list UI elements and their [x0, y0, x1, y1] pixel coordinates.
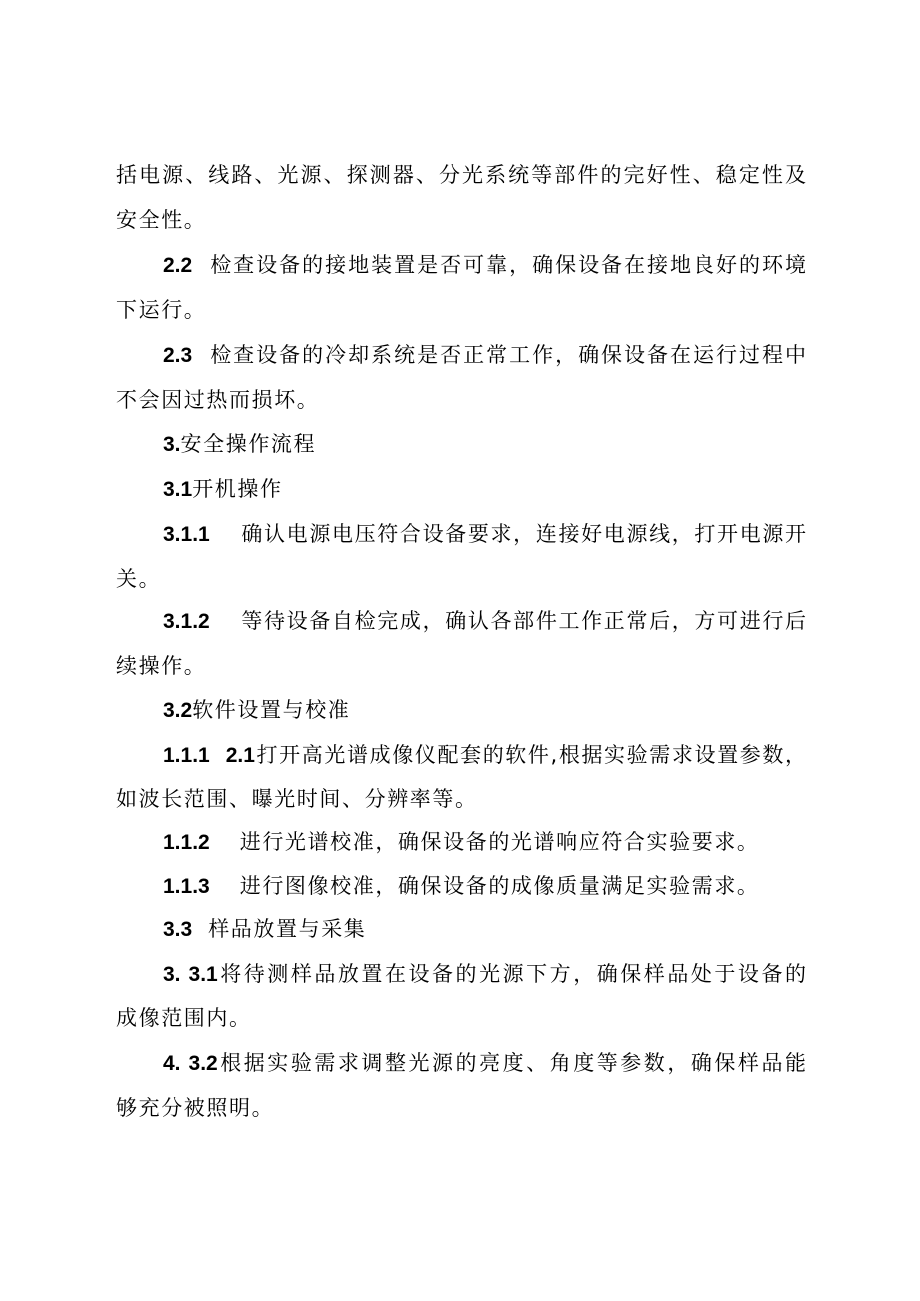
heading-text: 软件设置与校准: [192, 698, 351, 722]
text-run: 够充分被照明。: [116, 1096, 275, 1120]
paragraph-1-1-1: [163, 741, 806, 770]
paragraph-line: [116, 386, 319, 414]
paragraph-2-3: [163, 341, 806, 370]
section-number: 1.1.2: [163, 831, 210, 854]
paragraph-line: [116, 565, 161, 593]
list-number: 3.: [163, 963, 181, 986]
text-run: 成像范围内。: [116, 1006, 252, 1030]
text-run: 如波长范围、曝光时间、分辨率等。: [116, 787, 478, 811]
text-run: 确认电源电压符合设备要求，连接好电源线，打开电源开: [239, 522, 806, 546]
section-heading-3-2: [163, 696, 350, 725]
section-number: 2.2: [163, 254, 193, 277]
text-run: 续操作。: [116, 654, 207, 678]
section-heading-3-3: [163, 915, 366, 944]
paragraph-1-1-3: [163, 872, 760, 901]
section-number: 3.1.2: [163, 610, 210, 633]
paragraph-line: [116, 161, 806, 189]
text-run: 安全性。: [116, 208, 207, 232]
paragraph-line: [116, 206, 206, 234]
text-run: 下运行。: [116, 298, 207, 322]
paragraph-line: [116, 652, 206, 680]
section-number: 3.2: [163, 699, 193, 722]
text-run: 根据实验需求调整光源的亮度、角度等参数，确保样品能: [217, 1051, 806, 1075]
paragraph-line: [116, 1094, 274, 1122]
paragraph-3-3-2: [163, 1049, 806, 1078]
paragraph-line: [116, 1004, 252, 1032]
section-number: 2.3: [163, 344, 193, 367]
text-run: 打开高光谱成像仪配套的软件,根据实验需求设置参数，: [254, 743, 806, 767]
paragraph-2-2: [163, 251, 806, 280]
paragraph-3-1-1: [163, 520, 806, 549]
paragraph-1-1-2: [163, 828, 760, 857]
paragraph-line: [116, 296, 206, 324]
heading-text: 安全操作流程: [180, 432, 317, 456]
sub-number: 2.1: [225, 744, 255, 767]
section-heading-3: [163, 430, 316, 459]
section-number: 1.1.1: [163, 744, 210, 767]
text-run: 括电源、线路、光源、探测器、分光系统等部件的完好性、稳定性及: [116, 163, 806, 187]
paragraph-3-3-1: [163, 960, 806, 989]
text-run: 关。: [116, 567, 162, 591]
text-run: 等待设备自检完成，确认各部件工作正常后，方可进行后: [239, 609, 806, 633]
sub-number: 3.1: [188, 963, 218, 986]
section-number: 1.1.3: [163, 875, 210, 898]
text-run: 进行图像校准，确保设备的成像质量满足实验需求。: [239, 874, 760, 898]
text-run: 检查设备的接地装置是否可靠，确保设备在接地良好的环境: [208, 253, 806, 277]
paragraph-line: [116, 785, 478, 813]
text-run: 检查设备的冷却系统是否正常工作，确保设备在运行过程中: [208, 343, 806, 367]
sub-number: 3.2: [188, 1052, 218, 1075]
heading-text: 样品放置与采集: [208, 917, 367, 941]
text-run: 进行光谱校准，确保设备的光谱响应符合实验要求。: [239, 830, 760, 854]
text-run: 将待测样品放置在设备的光源下方，确保样品处于设备的: [217, 962, 806, 986]
heading-text: 开机操作: [192, 477, 283, 501]
text-run: 不会因过热而损坏。: [116, 388, 320, 412]
section-number: 3.3: [163, 918, 193, 941]
section-number: 3.1.1: [163, 523, 210, 546]
section-number: 3.1: [163, 478, 193, 501]
section-number: 3.: [163, 433, 181, 456]
section-heading-3-1: [163, 475, 283, 504]
paragraph-3-1-2: [163, 607, 806, 636]
list-number: 4.: [163, 1052, 181, 1075]
